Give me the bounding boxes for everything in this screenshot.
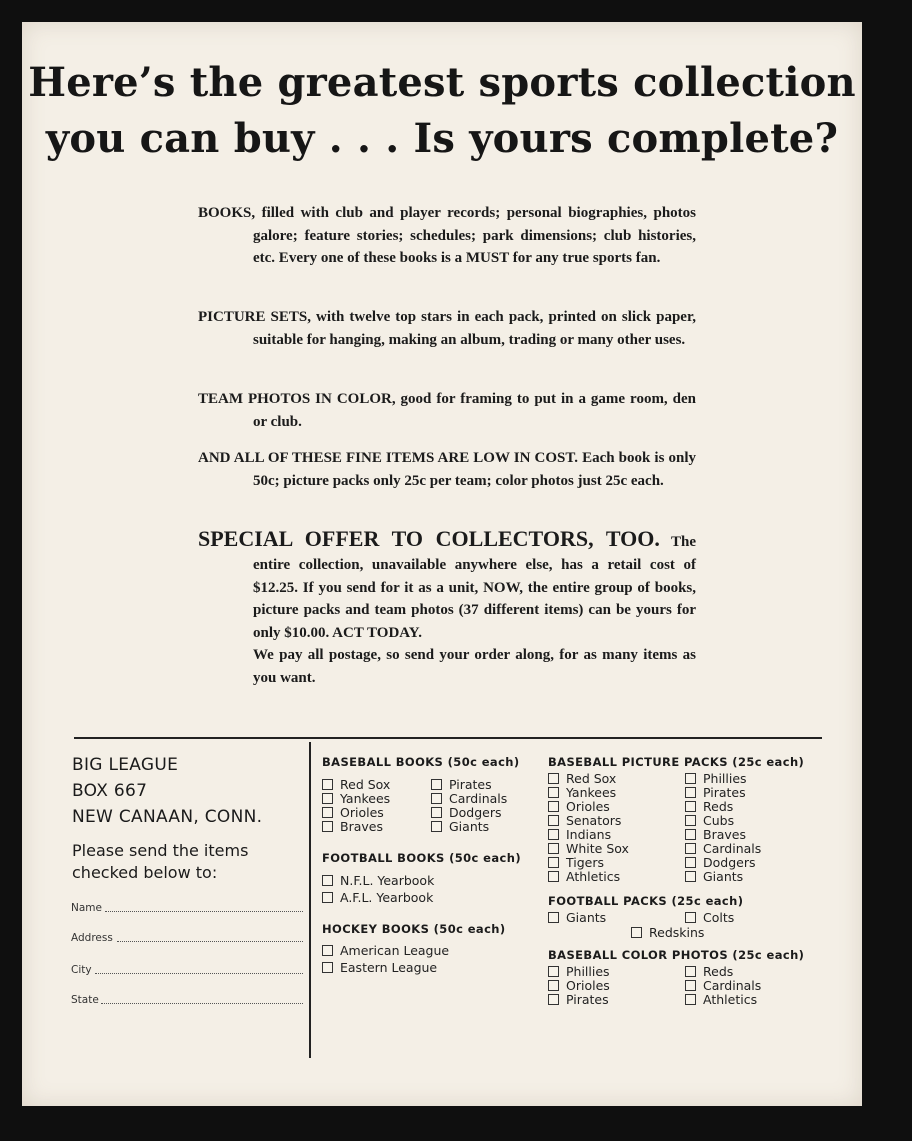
state-field-line[interactable] [101, 1003, 303, 1004]
checkbox-item[interactable] [431, 792, 507, 806]
special-offer-heading: SPECIAL OFFER TO COLLECTORS, TOO. [198, 526, 660, 551]
checkbox-item[interactable] [548, 772, 616, 786]
checkbox[interactable] [685, 815, 696, 826]
checkbox-label: Cardinals [703, 978, 762, 993]
checkbox-label: White Sox [566, 841, 629, 856]
checkbox-item[interactable] [322, 961, 437, 975]
checkbox-label: Cubs [703, 813, 735, 828]
checkbox-item[interactable] [685, 911, 734, 925]
checkbox-item[interactable] [548, 842, 629, 856]
checkbox-item[interactable] [322, 944, 449, 958]
address-field[interactable] [71, 930, 303, 944]
special-offer-block [198, 524, 696, 689]
checkbox-item[interactable] [548, 786, 616, 800]
checkbox-label: Cardinals [703, 841, 762, 856]
checkbox-item[interactable] [548, 814, 621, 828]
please-send-line: checked below to: [72, 863, 218, 882]
checkbox[interactable] [548, 857, 559, 868]
checkbox[interactable] [431, 807, 442, 818]
checkbox-item[interactable] [685, 870, 743, 884]
checkbox[interactable] [685, 773, 696, 784]
checkbox[interactable] [548, 994, 559, 1005]
checkbox[interactable] [685, 801, 696, 812]
special-offer-body: The entire collection, unavailable anywhere else, has a retail cost of $12.25. If you send for it as a unit, NOW, the entire group of books, picture packs and team photos (37 different items) can be yours for only $10.00. ACT TODAY. [253, 534, 696, 641]
checkbox-label: Giants [566, 910, 607, 925]
checkbox[interactable] [322, 945, 333, 956]
headline-line-2: you can buy . . . Is yours complete? [45, 115, 839, 162]
checkbox-item[interactable] [548, 979, 610, 993]
mailing-address [72, 752, 262, 830]
books-paragraph: BOOKS, filled with club and player records; personal biographies, photos galore; feature stories; schedules; park dimensions; club histories, etc. Every one of these books is a MUST for any true sports fan. [198, 205, 696, 266]
checkbox-item[interactable] [685, 979, 761, 993]
checkbox-item[interactable] [685, 772, 747, 786]
address-field-label: Address [71, 932, 113, 944]
checkbox[interactable] [322, 821, 333, 832]
checkbox-label: Cardinals [449, 791, 508, 806]
checkbox-item[interactable] [548, 993, 609, 1007]
checkbox[interactable] [685, 787, 696, 798]
hockey-books-title: HOCKEY BOOKS (50c each) [322, 922, 506, 936]
checkbox-label: N.F.L. Yearbook [340, 873, 435, 888]
checkbox-label: Dodgers [449, 805, 502, 820]
football-packs-title: FOOTBALL PACKS (25c each) [548, 894, 744, 908]
checkbox-label: Dodgers [703, 855, 756, 870]
checkbox[interactable] [685, 912, 696, 923]
football-books-title: FOOTBALL BOOKS (50c each) [322, 851, 521, 865]
checkbox[interactable] [322, 962, 333, 973]
checkbox-label: American League [340, 943, 450, 958]
postage-note: We pay all postage, so send your order along, for as many items as you want. [253, 647, 696, 686]
checkbox-item[interactable] [685, 786, 746, 800]
please-send-line: Please send the items [72, 841, 249, 860]
checkbox[interactable] [548, 801, 559, 812]
checkbox-label: Orioles [340, 805, 384, 820]
name-field[interactable] [71, 900, 303, 914]
checkbox[interactable] [685, 871, 696, 882]
checkbox[interactable] [685, 980, 696, 991]
baseball-picture-packs-title: BASEBALL PICTURE PACKS (25c each) [548, 755, 805, 769]
checkbox-label: Pirates [449, 777, 492, 792]
team-photos-paragraph: TEAM PHOTOS IN COLOR, good for framing to put in a game room, den or club. [198, 391, 696, 430]
checkbox-label: Giants [449, 819, 490, 834]
address-line: BIG LEAGUE [72, 755, 179, 775]
baseball-books-title: BASEBALL BOOKS (50c each) [322, 755, 520, 769]
city-field-line[interactable] [95, 973, 303, 974]
checkbox[interactable] [322, 779, 333, 790]
checkbox-item[interactable] [548, 965, 610, 979]
checkbox[interactable] [685, 994, 696, 1005]
checkbox-item[interactable] [548, 800, 610, 814]
checkbox-label: Yankees [566, 785, 617, 800]
checkbox-item[interactable] [685, 993, 757, 1007]
checkbox-label: Athletics [703, 992, 758, 1007]
checkbox[interactable] [685, 966, 696, 977]
checkbox[interactable] [685, 843, 696, 854]
checkbox[interactable] [548, 871, 559, 882]
checkbox-label: Phillies [566, 964, 610, 979]
city-field-label: City [71, 964, 92, 976]
checkbox-item[interactable] [322, 891, 433, 905]
checkbox[interactable] [631, 927, 642, 938]
checkbox[interactable] [548, 815, 559, 826]
checkbox-label: Redskins [649, 925, 705, 940]
name-field-label: Name [71, 902, 102, 914]
checkbox-label: Giants [703, 869, 744, 884]
picture-sets-paragraph: PICTURE SETS, with twelve top stars in each pack, printed on slick paper, suitable for hanging, making an album, trading or many other uses. [198, 309, 696, 348]
checkbox-item[interactable] [322, 778, 390, 792]
checkbox[interactable] [322, 892, 333, 903]
checkbox-label: Phillies [703, 771, 747, 786]
please-send-text [72, 840, 248, 884]
checkbox-item[interactable] [685, 828, 746, 842]
checkbox-label: Indians [566, 827, 612, 842]
checkbox-item[interactable] [685, 856, 755, 870]
checkbox-label: Tigers [566, 855, 605, 870]
city-field[interactable] [71, 962, 303, 976]
checkbox-item[interactable] [431, 820, 489, 834]
vertical-divider [309, 742, 311, 1058]
checkbox-label: Yankees [340, 791, 391, 806]
checkbox-item[interactable] [322, 792, 390, 806]
checkbox[interactable] [548, 829, 559, 840]
checkbox-label: Orioles [566, 978, 610, 993]
checkbox-label: Eastern League [340, 960, 438, 975]
magazine-back-cover [22, 22, 862, 1106]
checkbox[interactable] [548, 787, 559, 798]
checkbox-label: Pirates [703, 785, 746, 800]
checkbox[interactable] [548, 843, 559, 854]
horizontal-divider [74, 737, 822, 739]
checkbox-label: Reds [703, 799, 734, 814]
checkbox[interactable] [322, 807, 333, 818]
checkbox-label: Red Sox [566, 771, 617, 786]
checkbox-item[interactable] [685, 800, 733, 814]
checkbox[interactable] [548, 966, 559, 977]
checkbox-item[interactable] [685, 842, 761, 856]
checkbox-label: Braves [340, 819, 383, 834]
checkbox-item[interactable] [548, 870, 620, 884]
checkbox-label: Senators [566, 813, 622, 828]
checkbox[interactable] [548, 773, 559, 784]
headline [22, 55, 862, 167]
checkbox-label: Pirates [566, 992, 609, 1007]
checkbox[interactable] [431, 779, 442, 790]
checkbox[interactable] [431, 821, 442, 832]
address-field-line[interactable] [117, 941, 303, 942]
checkbox-label: Braves [703, 827, 746, 842]
checkbox-label: Orioles [566, 799, 610, 814]
checkbox-item[interactable] [685, 814, 734, 828]
state-field-label: State [71, 994, 99, 1006]
checkbox[interactable] [685, 829, 696, 840]
checkbox-item[interactable] [431, 806, 501, 820]
checkbox[interactable] [322, 875, 333, 886]
checkbox[interactable] [322, 793, 333, 804]
checkbox-item[interactable] [322, 820, 383, 834]
checkbox[interactable] [548, 912, 559, 923]
checkbox-label: A.F.L. Yearbook [340, 890, 434, 905]
checkbox-item[interactable] [548, 856, 604, 870]
low-cost-paragraph: AND ALL OF THESE FINE ITEMS ARE LOW IN COST. Each book is only 50c; picture packs only 25c per team; color photos just 25c each. [198, 450, 696, 489]
state-field[interactable] [71, 992, 303, 1006]
checkbox-item[interactable] [631, 926, 704, 940]
checkbox-item[interactable] [685, 965, 733, 979]
address-line: BOX 667 [72, 781, 148, 801]
checkbox-label: Colts [703, 910, 735, 925]
headline-line-1: Here’s the greatest sports collection [28, 59, 856, 106]
checkbox[interactable] [548, 980, 559, 991]
baseball-color-photos-title: BASEBALL COLOR PHOTOS (25c each) [548, 948, 805, 962]
checkbox-item[interactable] [548, 911, 606, 925]
checkbox[interactable] [431, 793, 442, 804]
checkbox-label: Reds [703, 964, 734, 979]
checkbox[interactable] [685, 857, 696, 868]
checkbox-label: Athletics [566, 869, 621, 884]
checkbox-item[interactable] [322, 874, 434, 888]
checkbox-item[interactable] [431, 778, 492, 792]
checkbox-label: Red Sox [340, 777, 391, 792]
name-field-line[interactable] [105, 911, 303, 912]
address-line: NEW CANAAN, CONN. [72, 807, 263, 827]
checkbox-item[interactable] [322, 806, 384, 820]
checkbox-item[interactable] [548, 828, 611, 842]
